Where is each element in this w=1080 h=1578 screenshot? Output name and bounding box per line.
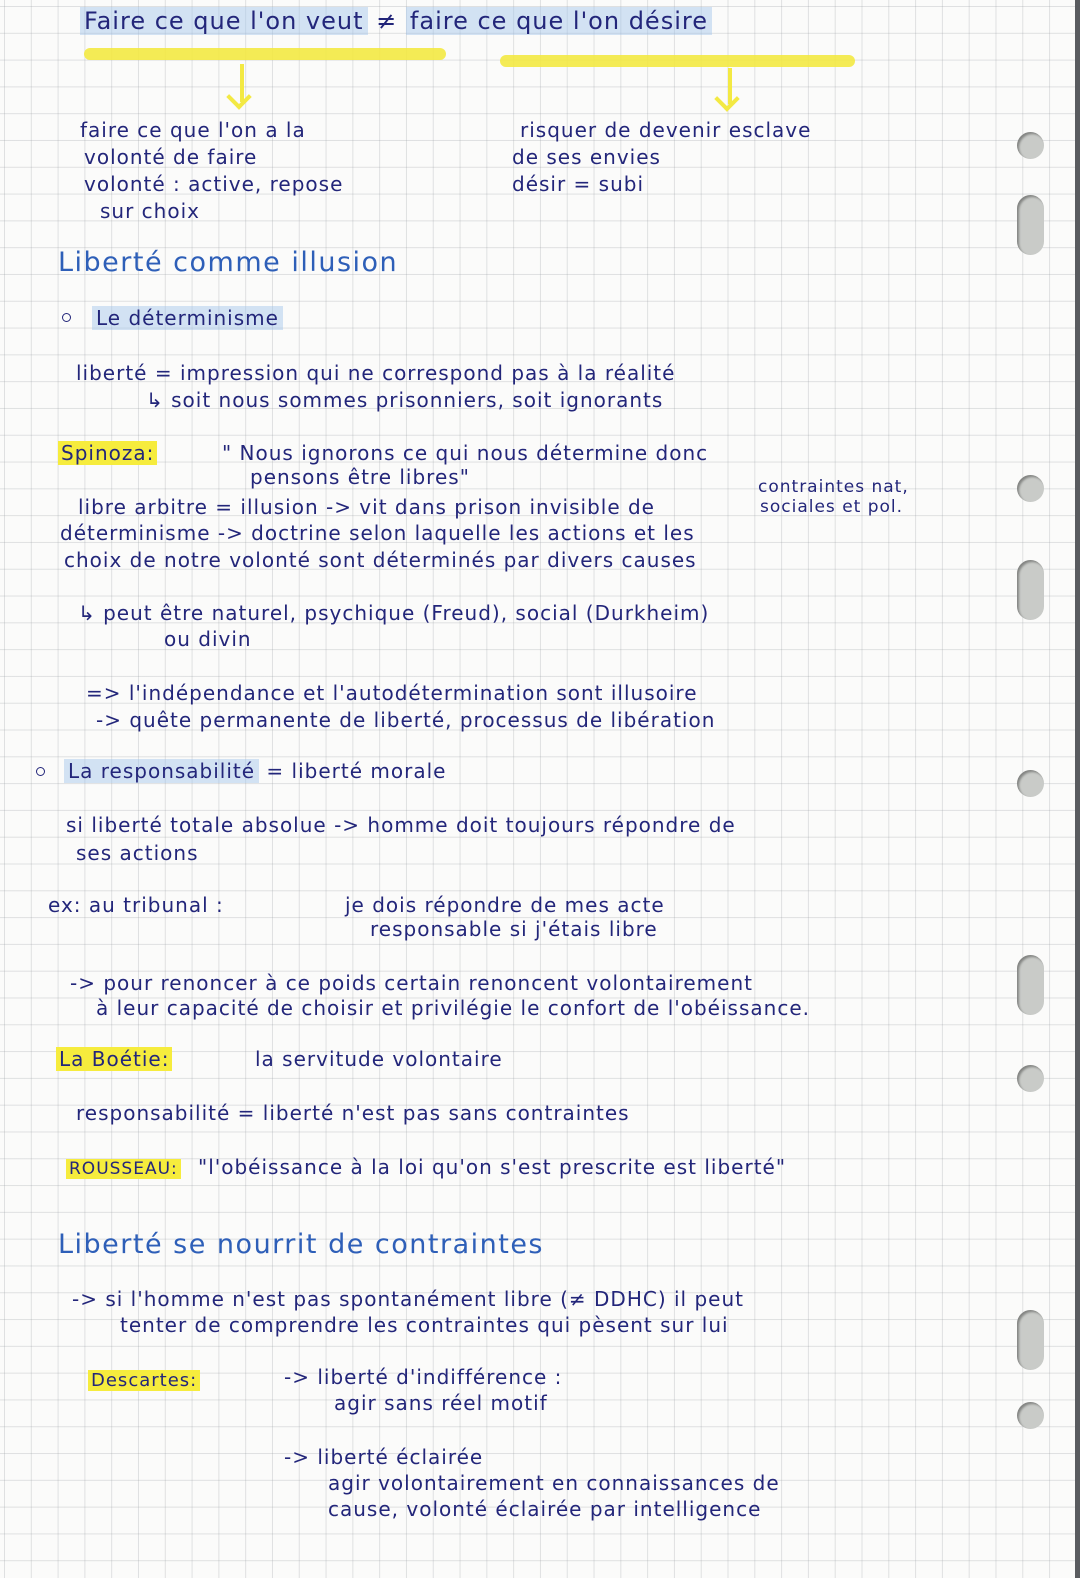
right-col-line: de ses envies xyxy=(512,145,661,169)
header-left: Faire ce que l'on veut xyxy=(80,7,368,35)
text-line: déterminisme -> doctrine selon laquelle les actions et les xyxy=(60,521,695,545)
yellow-underline-left xyxy=(84,48,446,60)
binder-hole xyxy=(1017,195,1044,255)
text-line: choix de notre volonté sont déterminés par divers causes xyxy=(64,548,697,572)
left-col-line: volonté : active, repose xyxy=(84,172,344,196)
section-title: Liberté se nourrit de contraintes xyxy=(58,1229,544,1260)
text-line: tenter de comprendre les contraintes qui pèsent sur lui xyxy=(120,1313,729,1337)
text-line: -> pour renoncer à ce poids certain renoncent volontairement xyxy=(70,971,753,995)
text-line: liberté = impression qui ne correspond pas à la réalité xyxy=(76,361,676,385)
text-line: responsabilité = liberté n'est pas sans contraintes xyxy=(76,1101,630,1125)
text-line: -> quête permanente de liberté, processus de libération xyxy=(96,708,716,732)
text-line: agir volontairement en connaissances de xyxy=(328,1471,780,1495)
text-line: la servitude volontaire xyxy=(255,1047,503,1071)
text-line: cause, volonté éclairée par intelligence xyxy=(328,1497,762,1521)
binder-hole xyxy=(1017,770,1044,797)
arrow-down-icon xyxy=(728,68,732,104)
quote-line: pensons être libres" xyxy=(250,465,470,489)
right-col-line: risquer de devenir esclave xyxy=(520,118,812,142)
left-col-line: volonté de faire xyxy=(84,145,258,169)
quote-line: "l'obéissance à la loi qu'on s'est prescrite est liberté" xyxy=(198,1155,787,1179)
text-line: -> liberté éclairée xyxy=(284,1445,484,1469)
text-line: libre arbitre = illusion -> vit dans prison invisible de xyxy=(78,495,655,519)
text-line: => l'indépendance et l'autodétermination sont illusoire xyxy=(86,681,698,705)
annotation: sociales et pol. xyxy=(760,497,904,517)
annotation: contraintes nat, xyxy=(758,477,909,497)
text-line: je dois répondre de mes acte xyxy=(345,893,665,917)
page-edge xyxy=(1075,0,1080,1578)
binder-hole xyxy=(1017,132,1044,159)
subsection-title: Le déterminisme xyxy=(92,305,283,331)
author-label: Descartes: xyxy=(88,1366,200,1394)
author-label: La Boétie: xyxy=(56,1046,172,1072)
binder-hole xyxy=(1017,1065,1044,1092)
text-line: -> liberté d'indifférence : xyxy=(284,1365,563,1389)
binder-hole xyxy=(1017,955,1044,1015)
text-line: ↳ peut être naturel, psychique (Freud), social (Durkheim) xyxy=(78,601,710,625)
author-label: Spinoza: xyxy=(58,440,157,466)
left-col-line: faire ce que l'on a la xyxy=(80,118,306,142)
bullet-icon xyxy=(36,767,45,776)
yellow-underline-right xyxy=(500,55,855,67)
author-label: ROUSSEAU: xyxy=(66,1154,181,1182)
neq-symbol: ≠ xyxy=(376,7,398,35)
right-col-line: désir = subi xyxy=(512,172,645,196)
text-line: agir sans réel motif xyxy=(334,1391,548,1415)
text-line: si liberté totale absolue -> homme doit toujours répondre de xyxy=(66,813,736,837)
header-line xyxy=(80,8,712,34)
text-line: ses actions xyxy=(76,841,199,865)
binder-hole xyxy=(1017,1402,1044,1429)
example-label: ex: au tribunal : xyxy=(48,893,224,917)
text-line: ou divin xyxy=(164,627,252,651)
text-line: responsable si j'étais libre xyxy=(370,917,658,941)
text-line: ↳ soit nous sommes prisonniers, soit ignorants xyxy=(146,388,664,412)
binder-hole xyxy=(1017,1310,1044,1370)
left-col-line: sur choix xyxy=(100,199,200,223)
text-line: -> si l'homme n'est pas spontanément libre (≠ DDHC) il peut xyxy=(72,1287,744,1311)
text-line: à leur capacité de choisir et privilégie le confort de l'obéissance. xyxy=(96,996,810,1020)
binder-hole xyxy=(1017,475,1044,502)
header-right: faire ce que l'on désire xyxy=(406,7,712,35)
quote-line: " Nous ignorons ce qui nous détermine donc xyxy=(222,441,709,465)
arrow-down-icon xyxy=(240,64,244,102)
subsection-title: La responsabilité = liberté morale xyxy=(64,758,446,784)
binder-hole xyxy=(1017,560,1044,620)
bullet-icon xyxy=(62,313,71,322)
section-title: Liberté comme illusion xyxy=(58,247,399,278)
